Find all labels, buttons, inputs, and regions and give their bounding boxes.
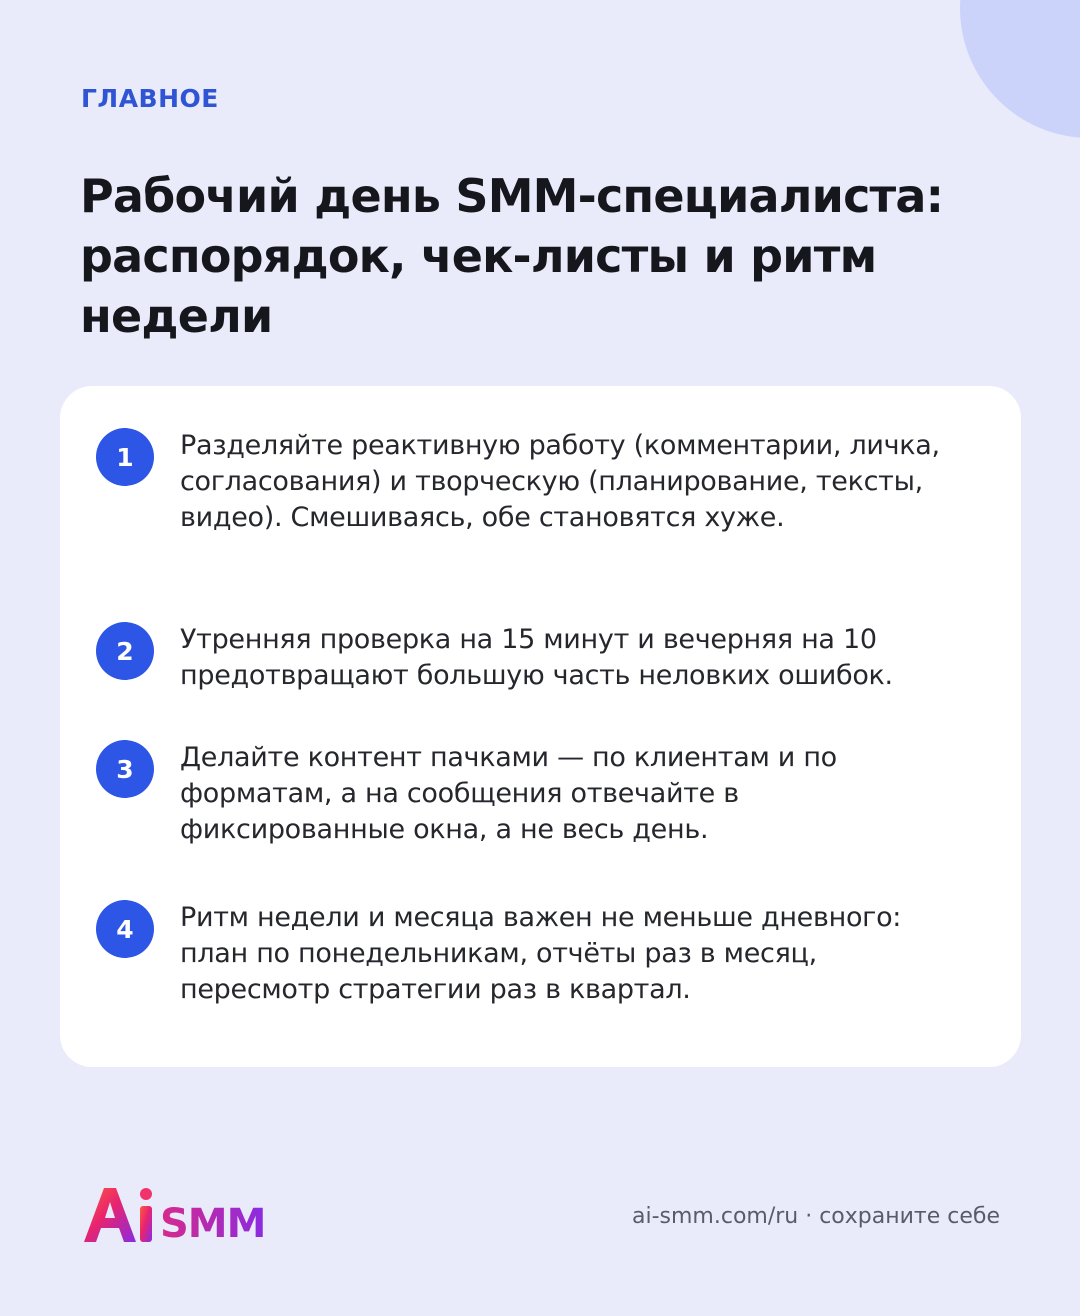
page-title: Рабочий день SMM-специалиста: распорядок, чек-листы и ритм недели bbox=[80, 169, 944, 343]
item-number-badge: 3 bbox=[96, 740, 154, 798]
key-points-card bbox=[60, 386, 1021, 1067]
item-number-badge: 4 bbox=[96, 900, 154, 958]
decorative-corner-circle bbox=[960, 0, 1080, 138]
svg-text:SMM: SMM bbox=[160, 1201, 266, 1247]
item-number-badge: 2 bbox=[96, 622, 154, 680]
item-text: Делайте контент пачками — по клиентам и по форматам, а на сообщения отвечайте в фиксированные окна, а не весь день. bbox=[180, 742, 837, 845]
footer-caption: ai-smm.com/ru · сохраните себе bbox=[632, 1204, 1000, 1229]
aismm-logo bbox=[80, 1182, 280, 1248]
item-text: Разделяйте реактивную работу (комментарии, личка, согласования) и творческую (планирование, тексты, видео). Смешиваясь, обе становятся хуже. bbox=[180, 430, 940, 533]
section-eyebrow: ГЛАВНОЕ bbox=[81, 84, 219, 113]
item-text: Утренняя проверка на 15 минут и вечерняя на 10 предотвращают большую часть неловких ошибок. bbox=[180, 624, 893, 691]
item-number-badge: 1 bbox=[96, 428, 154, 486]
item-text: Ритм недели и месяца важен не меньше дневного: план по понедельникам, отчёты раз в месяц, пересмотр стратегии раз в квартал. bbox=[180, 902, 902, 1005]
